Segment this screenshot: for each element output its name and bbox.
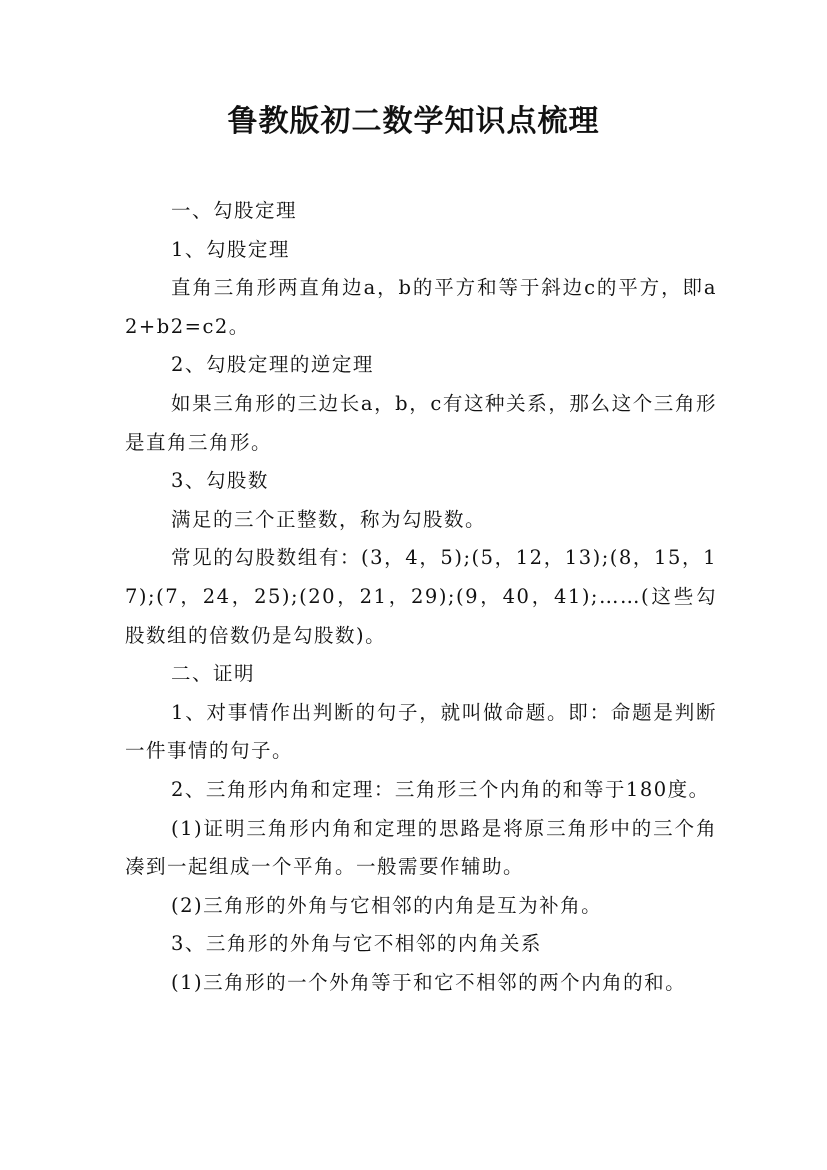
- paragraph-exterior-supplementary: (2)三角形的外角与它相邻的内角是互为补角。: [171, 893, 603, 917]
- section-heading-proof: 二、证明: [171, 662, 256, 686]
- paragraph-theorem-statement: 直角三角形两直角边a，b的平方和等于斜边c的平方，即a2+b2=c2。: [125, 276, 717, 338]
- section-heading-pythagorean: 一、勾股定理: [171, 199, 298, 222]
- paragraph-common-triples: 常见的勾股数组有：(3，4，5);(5，12，13);(8，15，17);(7，24，25);(20，21，29);(9，40，41);……(这些勾股数组的倍数仍是勾股数)。: [125, 546, 717, 647]
- paragraph-exterior-angle-sum: (1)三角形的一个外角等于和它不相邻的两个内角的和。: [171, 970, 687, 994]
- paragraph-proof-idea: (1)证明三角形内角和定理的思路是将原三角形中的三个角凑到一起组成一个平角。一般需要作辅助。: [125, 816, 717, 879]
- paragraph-angle-sum-theorem: 2、三角形内角和定理：三角形三个内角的和等于180度。: [171, 777, 710, 801]
- subheading-converse-theorem: 2、勾股定理的逆定理: [171, 353, 374, 377]
- document-body: [125, 192, 717, 1002]
- paragraph-triple-definition: 满足的三个正整数，称为勾股数。: [171, 507, 487, 531]
- document-title: 鲁教版初二数学知识点梳理: [227, 104, 600, 139]
- subheading-pythagorean-theorem: 1、勾股定理: [171, 237, 290, 261]
- paragraph-converse-statement: 如果三角形的三边长a，b，c有这种关系，那么这个三角形是直角三角形。: [125, 391, 717, 454]
- subheading-exterior-angle-relation: 3、三角形的外角与它不相邻的内角关系: [171, 932, 542, 956]
- subheading-pythagorean-triples: 3、勾股数: [171, 469, 269, 493]
- paragraph-proposition-definition: 1、对事情作出判断的句子，就叫做命题。即：命题是判断一件事情的句子。: [125, 700, 717, 763]
